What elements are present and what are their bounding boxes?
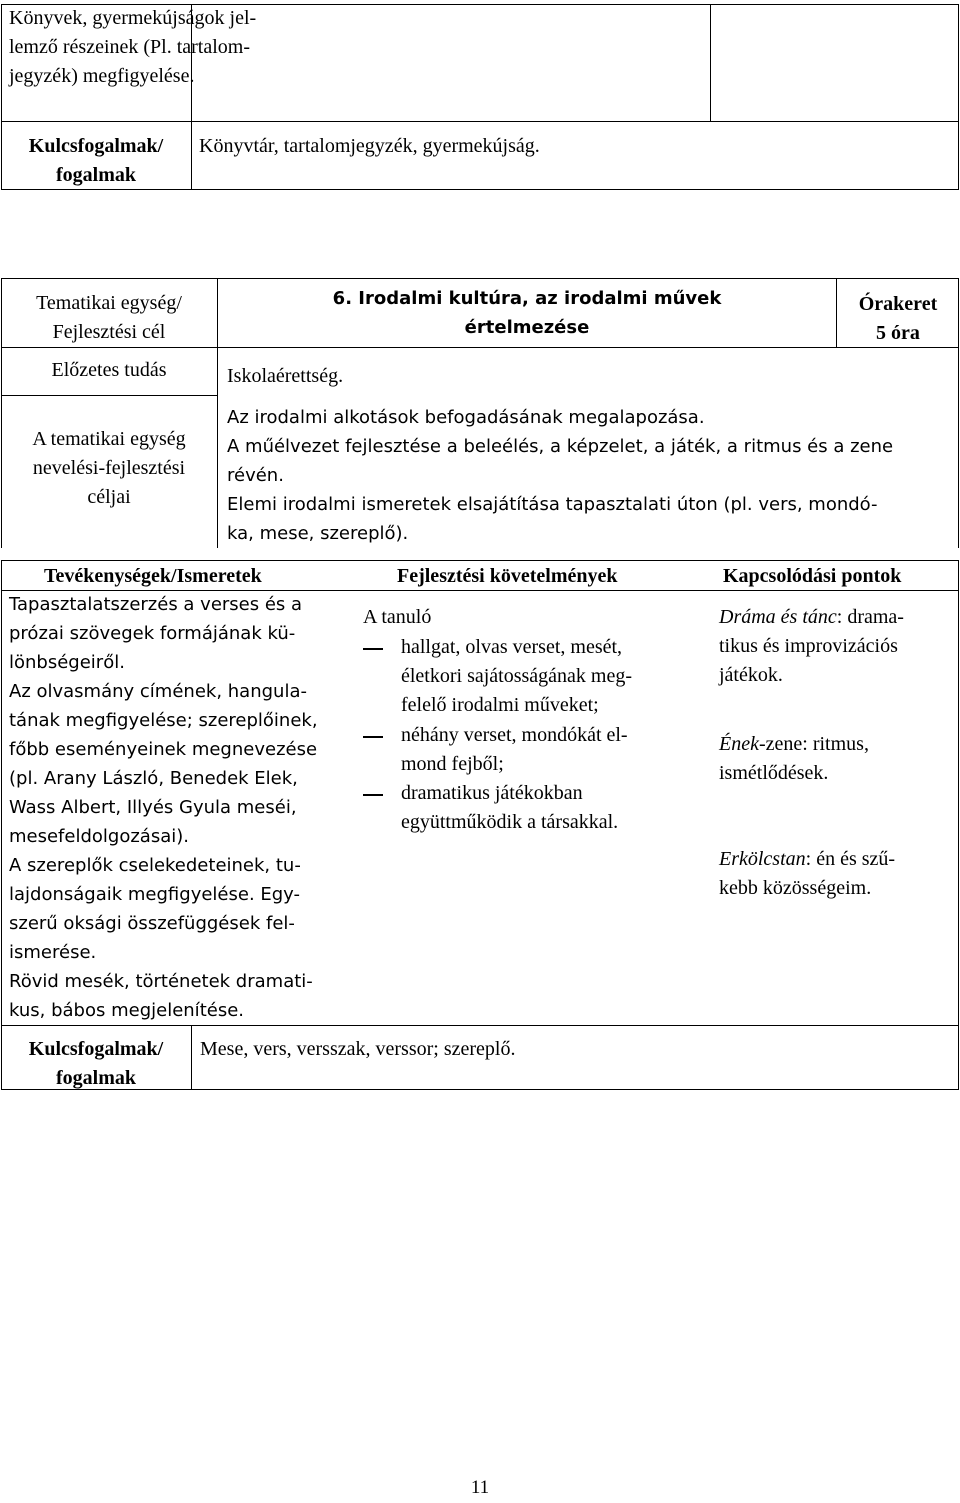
- unit-table-row-divider-2: [1, 395, 218, 396]
- elozetes-tudas-value: Iskolaérettség.: [227, 365, 344, 387]
- header-kapcsolodasi: Kapcsolódási pontok: [723, 565, 902, 587]
- unit-table-row-divider-1: [1, 347, 959, 348]
- header-tevekenysegek: Tevékenységek/Ismeretek: [44, 565, 262, 587]
- dash-bullet-icon: [363, 736, 383, 738]
- connection-enek: Ének-zene: ritmus,: [719, 733, 869, 755]
- dash-bullet-icon: [363, 648, 383, 650]
- requirements-intro: A tanuló: [363, 606, 432, 628]
- connection-erkolcstan: Erkölcstan: én és szű-: [719, 848, 896, 870]
- header-fejlesztesi: Fejlesztési követelmények: [397, 565, 618, 587]
- kulcsfogalmak-value-top: Könyvtár, tartalomjegyzék, gyermekújság.: [199, 135, 540, 157]
- elozetes-tudas-label: Előzetes tudás: [51, 359, 167, 381]
- page-number: 11: [470, 1477, 490, 1498]
- top-table-col-divider-2: [710, 4, 711, 122]
- kulcsfogalmak-value-bottom: Mese, vers, versszak, verssor; szereplő.: [200, 1038, 516, 1060]
- main-table-bottom-col-divider: [191, 1025, 192, 1090]
- top-table-row-divider: [1, 121, 959, 122]
- connection-drama: Dráma és tánc: drama-: [719, 606, 904, 628]
- dash-bullet-icon: [363, 794, 383, 796]
